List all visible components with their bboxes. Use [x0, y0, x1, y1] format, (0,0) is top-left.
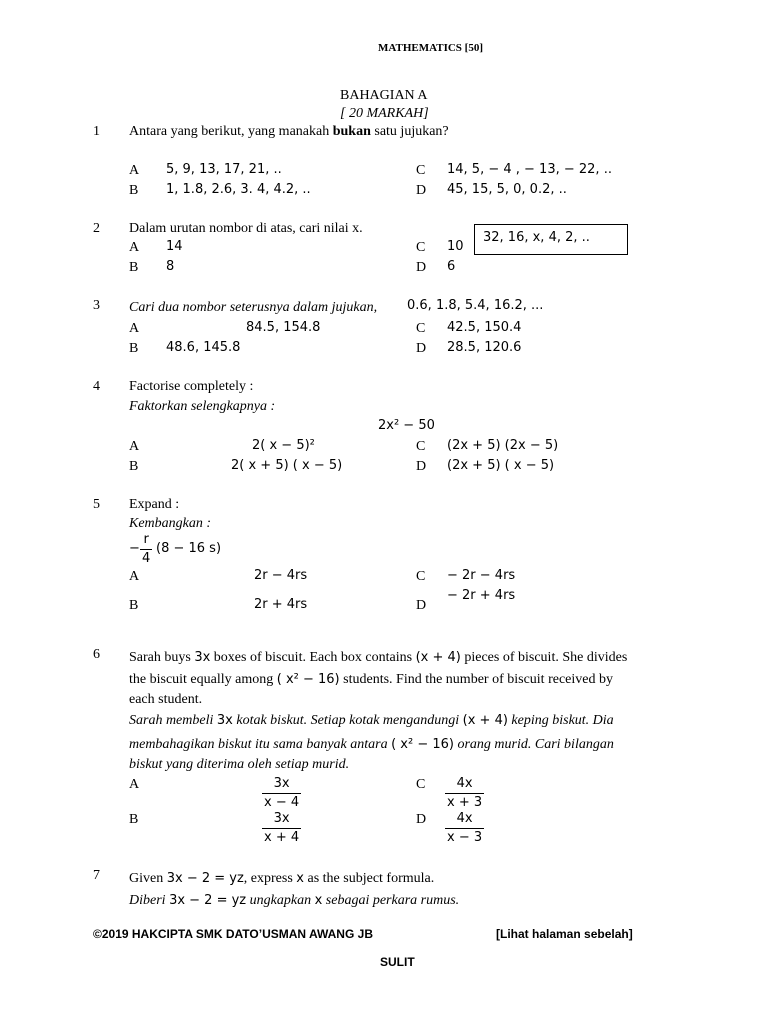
fraction-bar [262, 828, 301, 829]
text: Diberi [129, 893, 170, 908]
sequence-box-text: 32, 16, x, 4, 2, .. [483, 230, 590, 245]
q4-option-b-label: B [129, 459, 139, 474]
q6-option-d-label: D [416, 812, 427, 827]
math: ( x² − 16) [391, 737, 454, 752]
q6-option-a [262, 776, 301, 811]
footer-sulit: SULIT [380, 955, 415, 969]
math: 3x − 2 = yz [169, 893, 247, 908]
question-1-prompt [129, 124, 449, 140]
q5-option-c-label: C [416, 569, 426, 584]
q5-option-b-label: B [129, 598, 139, 613]
q3-option-a: 84.5, 154.8 [246, 320, 321, 335]
q4-option-a: 2( x − 5)² [252, 438, 315, 453]
q5-option-c: − 2r − 4rs [447, 568, 516, 583]
math: x [314, 893, 323, 908]
q6-option-d [445, 811, 484, 846]
footer-next-page: [Lihat halaman sebelah] [496, 927, 633, 941]
q4-option-c: (2x + 5) (2x − 5) [447, 438, 559, 453]
question-3-sequence: 0.6, 1.8, 5.4, 16.2, ... [407, 298, 544, 313]
text: students. Find the number of biscuit received by [339, 672, 613, 687]
q6-option-b-label: B [129, 812, 139, 827]
question-6-my-line-2 [129, 737, 614, 753]
fraction-bar [445, 828, 484, 829]
question-number-5: 5 [93, 497, 100, 512]
q2-option-c-label: C [416, 240, 426, 255]
question-1-prompt-text: Antara yang berikut, yang manakah [129, 124, 333, 139]
q2-option-b: 8 [166, 259, 175, 274]
section-marks: [ 20 MARKAH] [340, 106, 429, 121]
q5-option-a-label: A [129, 569, 140, 584]
section-title: BAHAGIAN A [340, 88, 428, 103]
text: ungkapkan [246, 893, 315, 908]
q3-option-b: 48.6, 145.8 [166, 340, 241, 355]
text: sebagai perkara rumus. [322, 893, 460, 908]
q4-option-b: 2( x + 5) ( x − 5) [231, 458, 343, 473]
q6-option-b [262, 811, 301, 846]
q2-option-b-label: B [129, 260, 139, 275]
text: Given [129, 871, 167, 886]
q6-option-c-label: C [416, 777, 426, 792]
math: 3x [216, 713, 233, 728]
text: kotak biskut. Setiap kotak mengandungi [232, 713, 463, 728]
question-4-prompt-en: Factorise completely : [129, 379, 254, 394]
footer-copyright: ©2019 HAKCIPTA SMK DATO’USMAN AWANG JB [93, 927, 373, 941]
question-3-prompt: Cari dua nombor seterusnya dalam jujukan, [129, 300, 378, 315]
q5-option-a: 2r − 4rs [254, 568, 308, 583]
fraction-denominator: x − 4 [264, 795, 300, 810]
q3-option-d: 28.5, 120.6 [447, 340, 522, 355]
q1-option-b: 1, 1.8, 2.6, 3. 4, 4.2, .. [166, 182, 311, 197]
q6-option-a-label: A [129, 777, 140, 792]
q5-option-d-label: D [416, 598, 427, 613]
math: (x + 4) [415, 650, 461, 665]
q3-option-b-label: B [129, 341, 139, 356]
q5-option-d: − 2r + 4rs [447, 588, 516, 603]
q3-option-c: 42.5, 150.4 [447, 320, 522, 335]
math: 3x [194, 650, 211, 665]
question-7-en [129, 871, 434, 887]
question-5-expression-rest: (8 − 16 s) [156, 541, 222, 556]
q3-option-d-label: D [416, 341, 427, 356]
q6-option-c [445, 776, 484, 811]
question-6-en-line-3: each student. [129, 692, 203, 707]
text: pieces of biscuit. She divides [460, 650, 628, 665]
text: Sarah membeli [129, 713, 217, 728]
math: x [296, 871, 304, 886]
q1-option-c: 14, 5, − 4 , − 13, − 22, .. [447, 162, 612, 177]
q2-option-a: 14 [166, 239, 183, 254]
q1-option-a-label: A [129, 163, 140, 178]
q2-option-d: 6 [447, 259, 456, 274]
fraction-denominator: x + 4 [264, 830, 300, 845]
question-5-prompt-en: Expand : [129, 497, 180, 512]
question-4-prompt-my: Faktorkan selengkapnya : [129, 399, 276, 414]
question-6-my-line-1 [129, 713, 614, 729]
q1-option-a: 5, 9, 13, 17, 21, .. [166, 162, 282, 177]
q2-option-a-label: A [129, 240, 140, 255]
question-5-expression-sign: − [129, 541, 140, 556]
question-4-expression: 2x² − 50 [378, 418, 435, 433]
q2-option-c: 10 [447, 239, 464, 254]
fraction-denominator: x + 3 [447, 795, 483, 810]
fraction-denominator: x − 3 [447, 830, 483, 845]
question-number-1: 1 [93, 124, 100, 139]
q4-option-d: (2x + 5) ( x − 5) [447, 458, 555, 473]
math: ( x² − 16) [276, 672, 340, 687]
fraction-numerator: 3x [273, 811, 290, 826]
q4-option-d-label: D [416, 459, 427, 474]
q4-option-c-label: C [416, 439, 426, 454]
text: Sarah buys [129, 650, 195, 665]
math: (x + 4) [462, 713, 508, 728]
question-number-4: 4 [93, 379, 100, 394]
fraction-bar [445, 793, 484, 794]
q1-option-d-label: D [416, 183, 427, 198]
question-2-prompt: Dalam urutan nombor di atas, cari nilai x. [129, 221, 363, 236]
text: boxes of biscuit. Each box contains [210, 650, 416, 665]
q1-option-c-label: C [416, 163, 426, 178]
q5-option-b: 2r + 4rs [254, 597, 308, 612]
q4-option-a-label: A [129, 439, 140, 454]
question-5-expression-fraction [140, 532, 152, 567]
page-header: MATHEMATICS [50] [378, 42, 484, 54]
text: as the subject formula. [304, 871, 435, 886]
question-1-prompt-emphasis: bukan [332, 124, 371, 139]
q2-option-d-label: D [416, 260, 427, 275]
question-number-3: 3 [93, 298, 100, 313]
q3-option-a-label: A [129, 321, 140, 336]
text: keping biskut. Dia [507, 713, 614, 728]
question-number-7: 7 [93, 868, 100, 883]
fraction-numerator: 4x [456, 811, 473, 826]
q1-option-d: 45, 15, 5, 0, 0.2, .. [447, 182, 567, 197]
fraction-numerator: 4x [456, 776, 473, 791]
question-number-2: 2 [93, 221, 100, 236]
fraction-numerator: r [143, 532, 149, 547]
question-6-en-line-1 [129, 650, 627, 666]
text: the biscuit equally among [129, 672, 277, 687]
question-6-my-line-3: biskut yang diterima oleh setiap murid. [129, 757, 350, 772]
text: membahagikan biskut itu sama banyak antara [129, 737, 392, 752]
q1-option-b-label: B [129, 183, 139, 198]
question-5-prompt-my: Kembangkan : [129, 516, 212, 531]
q3-option-c-label: C [416, 321, 426, 336]
question-number-6: 6 [93, 647, 100, 662]
question-7-my [129, 893, 459, 909]
fraction-numerator: 3x [273, 776, 290, 791]
text: , express [243, 871, 297, 886]
question-6-en-line-2 [129, 672, 613, 688]
fraction-bar [262, 793, 301, 794]
text: orang murid. Cari bilangan [453, 737, 614, 752]
math: 3x − 2 = yz [166, 871, 244, 886]
fraction-denominator: 4 [142, 551, 151, 566]
question-1-prompt-end: satu jujukan? [370, 124, 449, 139]
fraction-bar [140, 549, 152, 550]
